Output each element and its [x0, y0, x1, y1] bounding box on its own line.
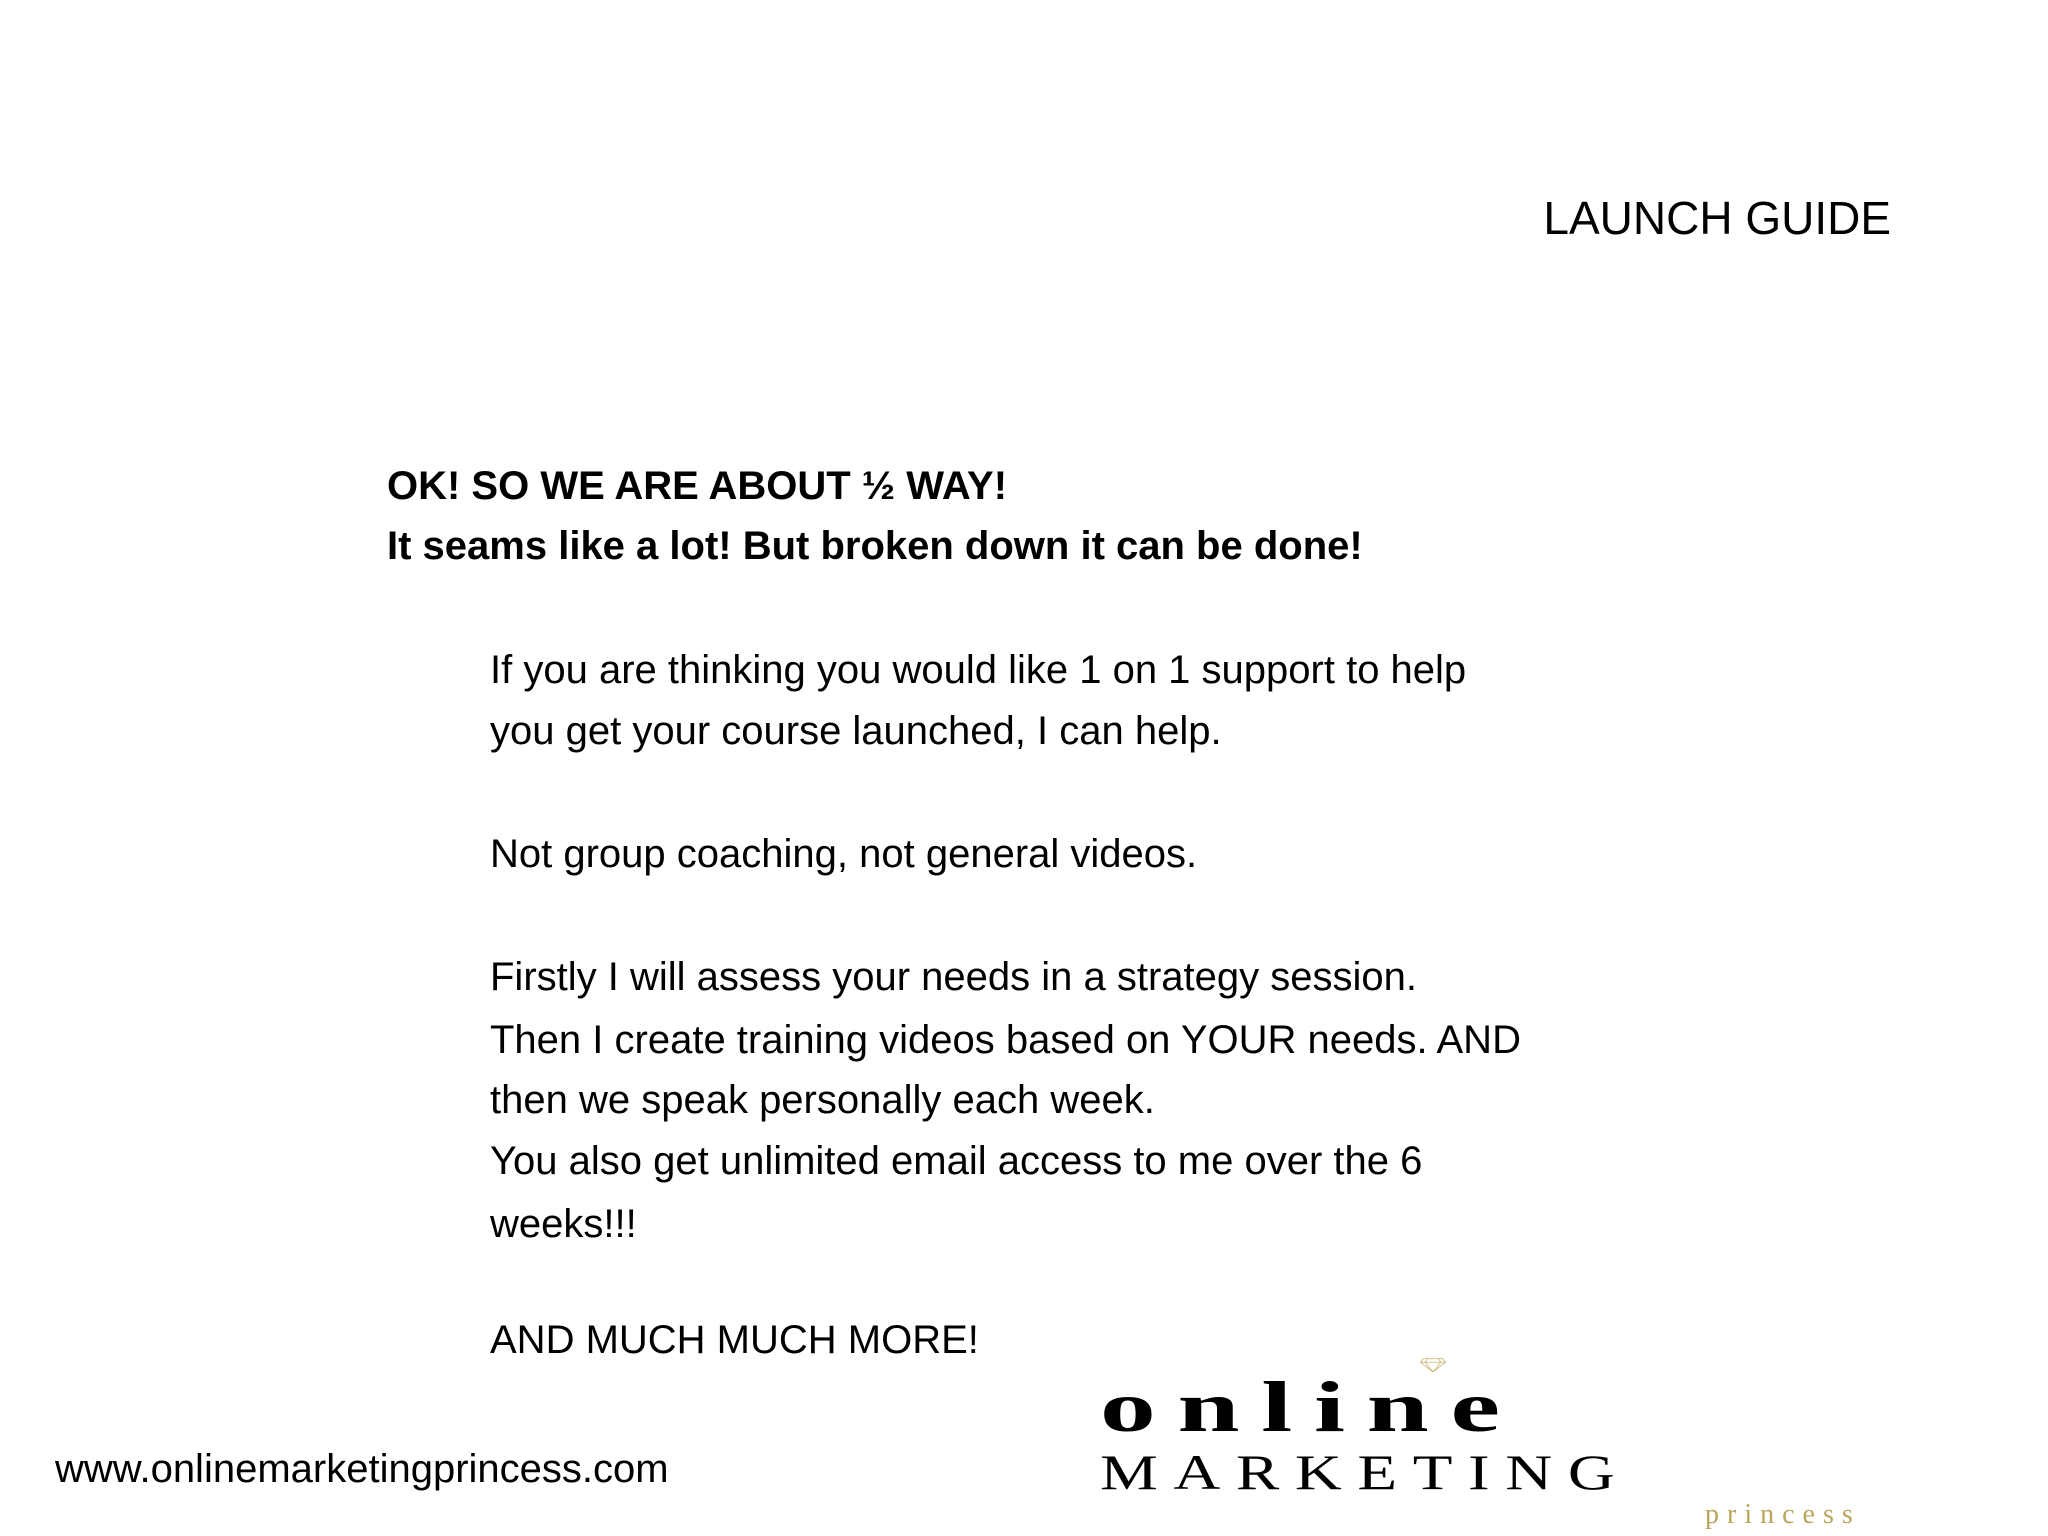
headline-line-2: It seams like a lot! But broken down it can be done! [387, 524, 1363, 568]
body-line: Not group coaching, not general videos. [490, 832, 1198, 876]
headline-line-1: OK! SO WE ARE ABOUT ½ WAY! [387, 464, 1008, 508]
body-line: Then I create training videos based on YOUR needs. AND [490, 1018, 1521, 1062]
website-url[interactable]: www.onlinemarketingprincess.com [55, 1447, 669, 1491]
logo-marketing: MARKETING [1100, 1444, 1631, 1500]
body-line: you get your course launched, I can help. [490, 709, 1222, 753]
brand-logo [1100, 1367, 1990, 1532]
logo-princess: princess [1705, 1499, 1861, 1530]
body-line: If you are thinking you would like 1 on 1 support to help [490, 648, 1467, 692]
body-line: AND MUCH MUCH MORE! [490, 1318, 979, 1362]
body-line: weeks!!! [490, 1202, 637, 1246]
slide-title: LAUNCH GUIDE [1543, 192, 1891, 244]
body-line: Firstly I will assess your needs in a strategy session. [490, 955, 1418, 999]
body-line: then we speak personally each week. [490, 1078, 1155, 1122]
body-line: You also get unlimited email access to me over the 6 [490, 1139, 1423, 1183]
logo-online: online [1100, 1367, 1522, 1447]
